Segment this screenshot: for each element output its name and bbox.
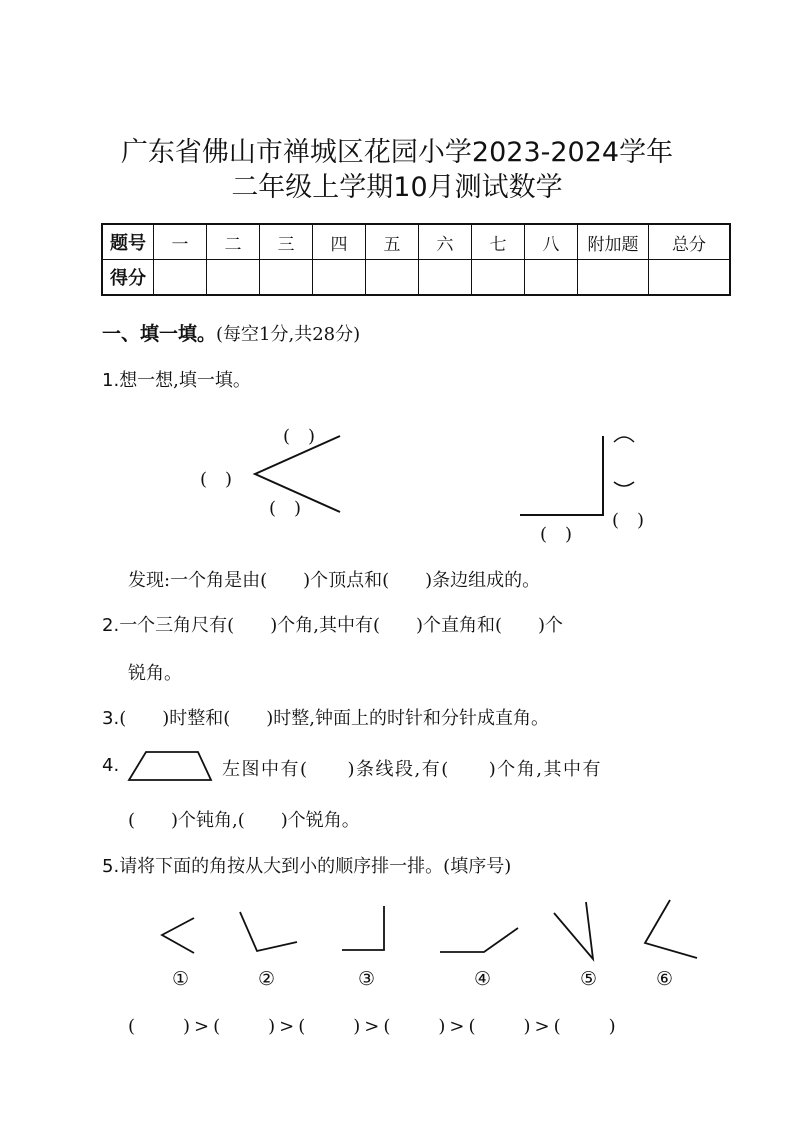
section-title: 一、填一填。 (102, 323, 217, 345)
question-text: 一个三角尺有( )个角,其中有( )个直角和( )个 (119, 615, 564, 636)
score-cell-header: 总分 (649, 224, 731, 260)
question-2-line-2: 锐角。 (128, 663, 182, 684)
finding-line: 发现:一个角是由( )个顶点和( )条边组成的。 (128, 570, 541, 591)
section-heading (102, 319, 360, 346)
score-input-cell[interactable] (207, 260, 260, 296)
score-cell-label: 得分 (102, 260, 154, 296)
question-number: 1. (102, 370, 120, 391)
question-4-text: 左图中有( )条线段,有( )个角,其中有 (222, 759, 603, 780)
question-number: 4. (102, 755, 120, 776)
score-table-score-row (102, 260, 730, 296)
score-cell-header: 四 (313, 224, 366, 260)
score-cell-header: 附加题 (578, 224, 649, 260)
angle-part-blank[interactable]: ( ) (283, 426, 316, 447)
vertex-blank[interactable]: ( ) (612, 510, 645, 531)
order-answer-line[interactable]: ( )>( )>( )>( )>( )>( ) (128, 1016, 620, 1037)
score-cell-header: 七 (472, 224, 525, 260)
score-input-cell[interactable] (472, 260, 525, 296)
question-number: 5. (102, 856, 120, 877)
section-note: (每空1分,共28分) (216, 324, 361, 345)
score-input-cell[interactable] (260, 260, 313, 296)
score-input-cell[interactable] (525, 260, 578, 296)
title-line-1: 广东省佛山市禅城区花园小学2023-2024学年 (120, 137, 674, 168)
score-cell-header: 六 (419, 224, 472, 260)
angle-part-blank[interactable]: ( ) (269, 498, 302, 519)
score-cell-header: 一 (154, 224, 207, 260)
angle-label-4: ④ (474, 968, 492, 990)
score-cell-header: 二 (207, 224, 260, 260)
angle-label-5: ⑤ (580, 968, 598, 990)
question-number: 3. (102, 708, 120, 729)
side-blank[interactable]: ( ) (540, 524, 573, 545)
question-number: 2. (102, 615, 120, 636)
angle-label-6: ⑥ (656, 968, 674, 990)
score-cell-header: 五 (366, 224, 419, 260)
score-table (101, 223, 731, 296)
vertex-blank[interactable]: ( ) (200, 469, 233, 490)
score-cell-header: 三 (260, 224, 313, 260)
score-input-cell[interactable] (313, 260, 366, 296)
score-input-cell[interactable] (154, 260, 207, 296)
angle-label-2: ② (258, 968, 276, 990)
score-input-cell[interactable] (649, 260, 731, 296)
question-text: ( )时整和( )时整,钟面上的时针和分针成直角。 (119, 708, 549, 729)
score-input-cell[interactable] (578, 260, 649, 296)
score-input-cell[interactable] (366, 260, 419, 296)
question-text: 请将下面的角按从大到小的顺序排一排。(填序号) (119, 856, 512, 877)
question-4-line-2: ( )个钝角,( )个锐角。 (128, 810, 360, 831)
angle-label-1: ① (172, 968, 190, 990)
score-cell-header: 八 (525, 224, 578, 260)
question-3 (102, 704, 549, 730)
angle-label-3: ③ (358, 968, 376, 990)
question-2 (102, 611, 563, 637)
question-1 (102, 366, 251, 392)
score-cell-label: 题号 (102, 224, 154, 260)
score-table-header-row (102, 224, 730, 260)
question-5 (102, 852, 511, 878)
question-text: 想一想,填一填。 (119, 370, 251, 391)
title-line-2: 二年级上学期10月测试数学 (231, 172, 563, 203)
score-input-cell[interactable] (419, 260, 472, 296)
question-4-number (102, 755, 119, 776)
